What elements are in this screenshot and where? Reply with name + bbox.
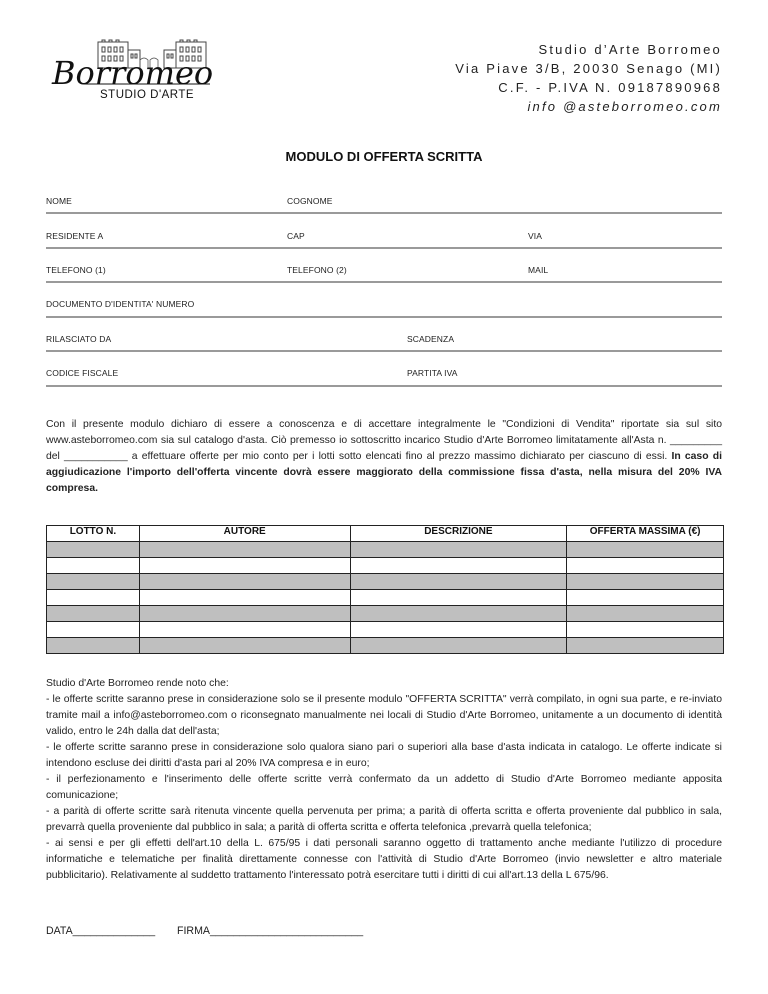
field-label-cap: CAP	[287, 231, 305, 241]
field-line-telefono[interactable]	[46, 281, 722, 283]
header-descrizione: DESCRIZIONE	[350, 526, 567, 542]
studio-address	[455, 40, 722, 116]
table-cell[interactable]	[567, 638, 724, 654]
table-cell[interactable]	[567, 590, 724, 606]
table-cell[interactable]	[47, 622, 140, 638]
table-cell[interactable]	[47, 590, 140, 606]
field-label-cognome: COGNOME	[287, 196, 333, 206]
table-cell[interactable]	[139, 622, 350, 638]
table-cell[interactable]	[47, 558, 140, 574]
field-label-residente: RESIDENTE A	[46, 231, 104, 241]
table-row	[47, 558, 724, 574]
studio-name: Studio d’Arte Borromeo	[538, 42, 722, 57]
signature-field[interactable]: FIRMA__________________________	[177, 925, 364, 937]
field-line-rilasciato[interactable]	[46, 350, 722, 352]
field-label-documento: DOCUMENTO D'IDENTITA' NUMERO	[46, 299, 195, 309]
notes-item: - a parità di offerte scritte sarà ritenuta vincente quella pervenuta per prima; a parità di offerta scritta e offerta proveniente dal pubblico in sala, prevarrà quella proveniente dal pubblico in sala; a parità di offerta scritta e offerta telefonica ,prevarrà quella telefonica;	[46, 806, 722, 833]
table-cell[interactable]	[350, 590, 567, 606]
field-label-scadenza: SCADENZA	[407, 334, 455, 344]
declaration-text: Con il presente modulo dichiaro di essere a conoscenza e di accettare integralmente le "Condizioni di Vendita" riportate sia sul sito www.asteborromeo.com sia sul catalogo d'asta. Ciò premesso io sottoscritto incarico Studio d'Arte Borromeo limitatamente all'Asta n. _________ del ___________ a effettuare offerte per mio conto per i lotti sotto elencati fino al prezzo massimo dichiarato per ciascuno di essi.	[46, 419, 722, 462]
table-row	[47, 638, 724, 654]
table-cell[interactable]	[47, 638, 140, 654]
table-row	[47, 606, 724, 622]
table-cell[interactable]	[139, 558, 350, 574]
lots-table	[46, 525, 724, 654]
notes-item: - le offerte scritte saranno prese in considerazione solo se il presente modulo "OFFERTA SCRITTA" verrà compilato, in ogni sua parte, e re-inviato tramite mail a info@asteborromeo.com o riconsegnato manualmente nei locali di Studio d'Arte Borromeo, unitamente a un documento di identità valido, entro le 24h dalla dat dell'asta;	[46, 694, 722, 737]
notes-item: - le offerte scritte saranno prese in considerazione solo qualora siano pari o superiori alla base d'asta indicata in catalogo. Le offerte indicate si intendono escluse dei diritti d'asta pari al 20% IVA compresa e in euro;	[46, 742, 722, 769]
declaration-bold-text: In caso di aggiudicazione l'importo dell'offerta vincente dovrà essere maggiorato della commissione fissa d'asta, nella misura del 20% IVA compresa.	[46, 451, 722, 494]
date-field[interactable]: DATA______________	[46, 925, 156, 937]
field-label-rilasciato: RILASCIATO DA	[46, 334, 112, 344]
table-cell[interactable]	[350, 638, 567, 654]
declaration-paragraph	[46, 417, 722, 497]
field-label-telefono2: TELEFONO (2)	[287, 265, 347, 275]
table-row	[47, 622, 724, 638]
header-lotto: LOTTO N.	[47, 526, 140, 542]
studio-vat: C.F. - P.IVA N. 09187890968	[498, 80, 722, 95]
studio-street: Via Piave 3/B, 20030 Senago (MI)	[455, 61, 722, 76]
table-cell[interactable]	[47, 574, 140, 590]
notes-item: - ai sensi e per gli effetti dell'art.10 della L. 675/95 i dati personali saranno oggetto di trattamento anche mediante l'utilizzo di procedure informatiche e telematiche per finalità direttamente connesse con l'attività di Studio d'Arte Borromeo (invio newsletter e altro materiale pubblicitario). Relativamente al suddetto trattamento l'interessato potrà esercitare tutti i diritti di cui all'art.13 della L 675/96.	[46, 838, 722, 881]
header-offerta: OFFERTA MASSIMA (€)	[567, 526, 724, 542]
table-cell[interactable]	[567, 574, 724, 590]
table-cell[interactable]	[139, 638, 350, 654]
table-cell[interactable]	[567, 558, 724, 574]
field-label-mail: MAIL	[528, 265, 549, 275]
table-cell[interactable]	[350, 574, 567, 590]
field-label-nome: NOME	[46, 196, 72, 206]
field-line-nome[interactable]	[46, 212, 722, 214]
studio-logo	[44, 38, 214, 108]
notes-item: - il perfezionamento e l'inserimento delle offerte scritte verrà confermato da un addetto di Studio d'Arte Borromeo mediante apposita comunicazione;	[46, 774, 722, 801]
field-line-codice-fiscale[interactable]	[46, 385, 722, 387]
table-row	[47, 590, 724, 606]
field-label-partita-iva: PARTITA IVA	[407, 368, 458, 378]
svg-text:STUDIO D'ARTE: STUDIO D'ARTE	[100, 89, 195, 101]
table-cell[interactable]	[139, 542, 350, 558]
table-cell[interactable]	[47, 606, 140, 622]
studio-email[interactable]: info @asteborromeo.com	[527, 99, 722, 114]
field-line-documento[interactable]	[46, 316, 722, 318]
logo-graphic	[44, 38, 214, 108]
svg-text:Borromeo: Borromeo	[52, 54, 214, 92]
terms-notes	[46, 676, 722, 884]
table-cell[interactable]	[350, 606, 567, 622]
table-row	[47, 542, 724, 558]
field-line-residente[interactable]	[46, 247, 722, 249]
table-cell[interactable]	[567, 606, 724, 622]
table-cell[interactable]	[350, 622, 567, 638]
table-cell[interactable]	[139, 590, 350, 606]
header-autore: AUTORE	[139, 526, 350, 542]
table-cell[interactable]	[139, 606, 350, 622]
table-cell[interactable]	[139, 574, 350, 590]
field-label-telefono1: TELEFONO (1)	[46, 265, 106, 275]
table-cell[interactable]	[47, 542, 140, 558]
table-cell[interactable]	[567, 622, 724, 638]
table-cell[interactable]	[350, 558, 567, 574]
field-label-codice-fiscale: CODICE FISCALE	[46, 368, 119, 378]
notes-intro: Studio d'Arte Borromeo rende noto che:	[46, 678, 229, 689]
table-row	[47, 574, 724, 590]
page-title: MODULO DI OFFERTA SCRITTA	[285, 149, 483, 164]
field-label-via: VIA	[528, 231, 543, 241]
table-cell[interactable]	[350, 542, 567, 558]
table-cell[interactable]	[567, 542, 724, 558]
table-header-row	[47, 526, 724, 542]
